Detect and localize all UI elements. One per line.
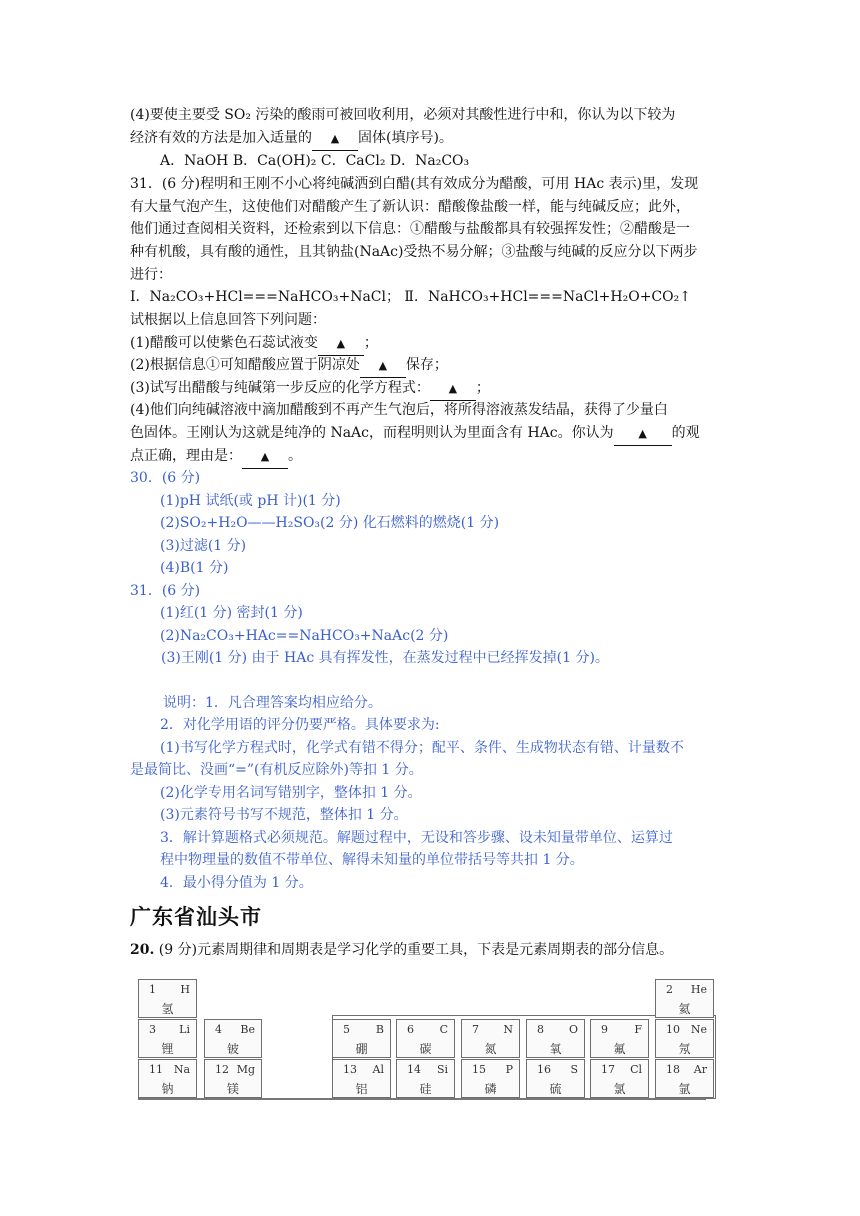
element-symbol: He [690, 983, 707, 996]
answer-31-heading: 31．(6 分) [130, 583, 201, 599]
element-name: 氧 [549, 1042, 562, 1056]
element-cell-si [396, 1059, 455, 1098]
element-cell-s [526, 1059, 585, 1098]
section-heading: 广东省汕头市 [130, 905, 262, 929]
note-2-2: (2)化学专用名词写错别字，整体扣 1 分。 [160, 785, 422, 801]
q20-line [130, 939, 730, 961]
element-name: 磷 [484, 1082, 497, 1096]
element-name: 氢 [161, 1002, 174, 1016]
element-name: 硼 [355, 1042, 368, 1056]
element-cell-li [138, 1019, 197, 1058]
periodic-table [138, 975, 710, 1101]
atomic-number: 8 [537, 1023, 544, 1036]
atomic-number: 12 [215, 1063, 229, 1076]
q20-text: (9 分)元素周期律和周期表是学习化学的重要工具，下表是元素周期表的部分信息。 [154, 942, 674, 958]
atomic-number: 1 [149, 983, 156, 996]
atomic-number: 18 [666, 1063, 680, 1076]
q31-sub4-line1: (4)他们向纯碱溶液中滴加醋酸到不再产生气泡后，将所得溶液蒸发结晶，获得了少量白 [130, 402, 668, 418]
answer-blank: ▲ [360, 354, 406, 378]
element-cell-na [138, 1059, 197, 1098]
answer-blank: ▲ [312, 127, 358, 151]
element-cell-p [461, 1059, 520, 1098]
element-symbol: Ne [690, 1023, 707, 1036]
element-cell-be [204, 1019, 262, 1058]
element-symbol: Li [179, 1023, 190, 1036]
element-cell-c [396, 1019, 455, 1058]
element-symbol: O [568, 1023, 578, 1036]
element-symbol: Na [173, 1063, 190, 1076]
atomic-number: 14 [407, 1063, 421, 1076]
note-2-1b: 是最简比、没画“=”(有机反应除外)等扣 1 分。 [130, 762, 423, 778]
element-cell-ne [655, 1019, 714, 1058]
answer-30-heading: 30．(6 分) [130, 470, 201, 486]
element-name: 氯 [613, 1082, 626, 1096]
element-name: 钠 [161, 1082, 174, 1096]
q31-line4: 种有机酸，具有酸的通性，且其钠盐(NaAc)受热不易分解；③盐酸与纯碱的反应分以下两步 [130, 244, 698, 260]
element-name: 硫 [549, 1082, 562, 1096]
element-cell-al [332, 1059, 391, 1098]
q30-part4-line2-pre: 经济有效的方法是加入适量的 [130, 130, 312, 146]
atomic-number: 5 [343, 1023, 350, 1036]
answer-30-4: (4)B(1 分) [160, 560, 229, 576]
q31-line2: 有大量气泡产生，这使他们对醋酸产生了新认识：醋酸像盐酸一样，能与纯碱反应；此外， [130, 199, 690, 215]
q30-part4-line2-post: 固体(填序号)。 [358, 130, 453, 146]
atomic-number: 2 [666, 983, 673, 996]
q31-line3: 他们通过查阅相关资料，还检索到以下信息：①醋酸与盐酸都具有较强挥发性；②醋酸是一 [130, 221, 690, 237]
element-cell-h [138, 979, 197, 1018]
element-symbol: H [180, 983, 190, 996]
answer-30-3: (3)过滤(1 分) [160, 538, 247, 554]
element-symbol: Mg [236, 1063, 255, 1076]
table-bottom-rule [138, 1098, 706, 1100]
element-name: 硅 [419, 1082, 432, 1096]
q31-line1: 31．(6 分)程明和王刚不小心将纯碱洒到白醋(其有效成分为醋酸，可用 HAc 表示)里，发现 [130, 176, 699, 192]
element-name: 氩 [678, 1082, 691, 1096]
answer-blank: ▲ [318, 332, 364, 356]
atomic-number: 17 [601, 1063, 615, 1076]
element-name: 锂 [161, 1042, 174, 1056]
answer-blank: ▲ [242, 445, 288, 469]
q20-number: 20. [130, 942, 155, 958]
atomic-number: 7 [472, 1023, 479, 1036]
element-cell-mg [204, 1059, 262, 1098]
element-cell-o [526, 1019, 585, 1058]
element-symbol: Si [436, 1063, 448, 1076]
q30-part4-line1: (4)要使主要受 SO₂ 污染的酸雨可被回收利用，必须对其酸性进行中和，你认为以下较为 [130, 107, 676, 123]
element-name: 氦 [678, 1002, 691, 1016]
element-symbol: N [503, 1023, 513, 1036]
element-name: 氖 [678, 1042, 691, 1056]
element-name: 铝 [355, 1082, 368, 1096]
q31-sub4-line2: 色固体。王刚认为这就是纯净的 NaAc，而程明则认为里面含有 HAc。你认为 ▲ 的观 [130, 422, 730, 446]
note-3a: 3．解计算题格式必须规范。解题过程中，无设和答步骤、设未知量带单位、运算过 [160, 830, 673, 846]
element-name: 碳 [419, 1042, 432, 1056]
q30-part4-options: A．NaOH B．Ca(OH)₂ C．CaCl₂ D．Na₂CO₃ [160, 153, 470, 169]
element-cell-b [332, 1019, 391, 1058]
element-name: 铍 [226, 1042, 239, 1056]
q31-sub1: (1)醋酸可以使紫色石蕊试液变 ▲ ； [130, 332, 730, 356]
note-2-3: (3)元素符号书写不规范，整体扣 1 分。 [160, 807, 408, 823]
element-symbol: C [439, 1023, 448, 1036]
atomic-number: 6 [407, 1023, 414, 1036]
answer-31-3: (3)王刚(1 分) 由于 HAc 具有挥发性，在蒸发过程中已经挥发掉(1 分)。 [161, 650, 609, 666]
q31-prompt: 试根据以上信息回答下列问题： [130, 312, 326, 328]
element-name: 氮 [484, 1042, 497, 1056]
element-symbol: Cl [630, 1063, 642, 1076]
note-2-1a: (1)书写化学方程式时，化学式有错不得分；配平、条件、生成物状态有错、计量数不 [160, 740, 684, 756]
answer-31-2: (2)Na₂CO₃+HAc==NaHCO₃+NaAc(2 分) [160, 628, 449, 644]
element-cell-f [590, 1019, 649, 1058]
atomic-number: 3 [149, 1023, 156, 1036]
element-symbol: F [634, 1023, 642, 1036]
element-cell-cl [590, 1059, 649, 1098]
element-symbol: Be [240, 1023, 255, 1036]
atomic-number: 10 [666, 1023, 680, 1036]
note-4: 4．最小得分值为 1 分。 [160, 875, 313, 891]
q31-sub2: (2)根据信息①可知醋酸应置于阴凉处 ▲ 保存； [130, 354, 730, 378]
answer-blank: ▲ [430, 377, 476, 401]
element-cell-he [655, 979, 714, 1018]
element-name: 镁 [226, 1082, 239, 1096]
answer-blank: ▲ [614, 422, 672, 446]
note-3b: 程中物理量的数值不带单位、解得未知量的单位带括号等共扣 1 分。 [160, 852, 584, 868]
note-2: 2．对化学用语的评分仍要严格。具体要求为: [160, 717, 440, 733]
q31-sub3: (3)试写出醋酸与纯碱第一步反应的化学方程式： ▲ ； [130, 377, 730, 401]
answer-31-1: (1)红(1 分) 密封(1 分) [160, 605, 303, 621]
element-symbol: S [570, 1063, 578, 1076]
element-name: 氟 [613, 1042, 626, 1056]
q31-reactions: Ⅰ．Na₂CO₃+HCl===NaHCO₃+NaCl； Ⅱ．NaHCO₃+HCl===NaCl+H₂O+CO₂↑ [130, 289, 691, 305]
answer-30-1: (1)pH 试纸(或 pH 计)(1 分) [160, 493, 341, 509]
q31-line5: 进行： [130, 267, 172, 283]
element-symbol: B [375, 1023, 384, 1036]
atomic-number: 13 [343, 1063, 357, 1076]
atomic-number: 15 [472, 1063, 486, 1076]
atomic-number: 16 [537, 1063, 551, 1076]
note-1: 说明：1．凡合理答案均相应给分。 [163, 695, 382, 711]
answer-30-2: (2)SO₂+H₂O——H₂SO₃(2 分) 化石燃料的燃烧(1 分) [160, 515, 500, 531]
element-cell-ar [655, 1059, 714, 1098]
atomic-number: 9 [601, 1023, 608, 1036]
element-symbol: P [505, 1063, 513, 1076]
atomic-number: 4 [215, 1023, 222, 1036]
atomic-number: 11 [149, 1063, 163, 1076]
element-cell-n [461, 1019, 520, 1058]
q30-part4-line2 [130, 127, 730, 151]
element-symbol: Ar [693, 1063, 707, 1076]
q31-sub4-line3: 点正确，理由是： ▲ 。 [130, 445, 730, 469]
element-symbol: Al [372, 1063, 384, 1076]
